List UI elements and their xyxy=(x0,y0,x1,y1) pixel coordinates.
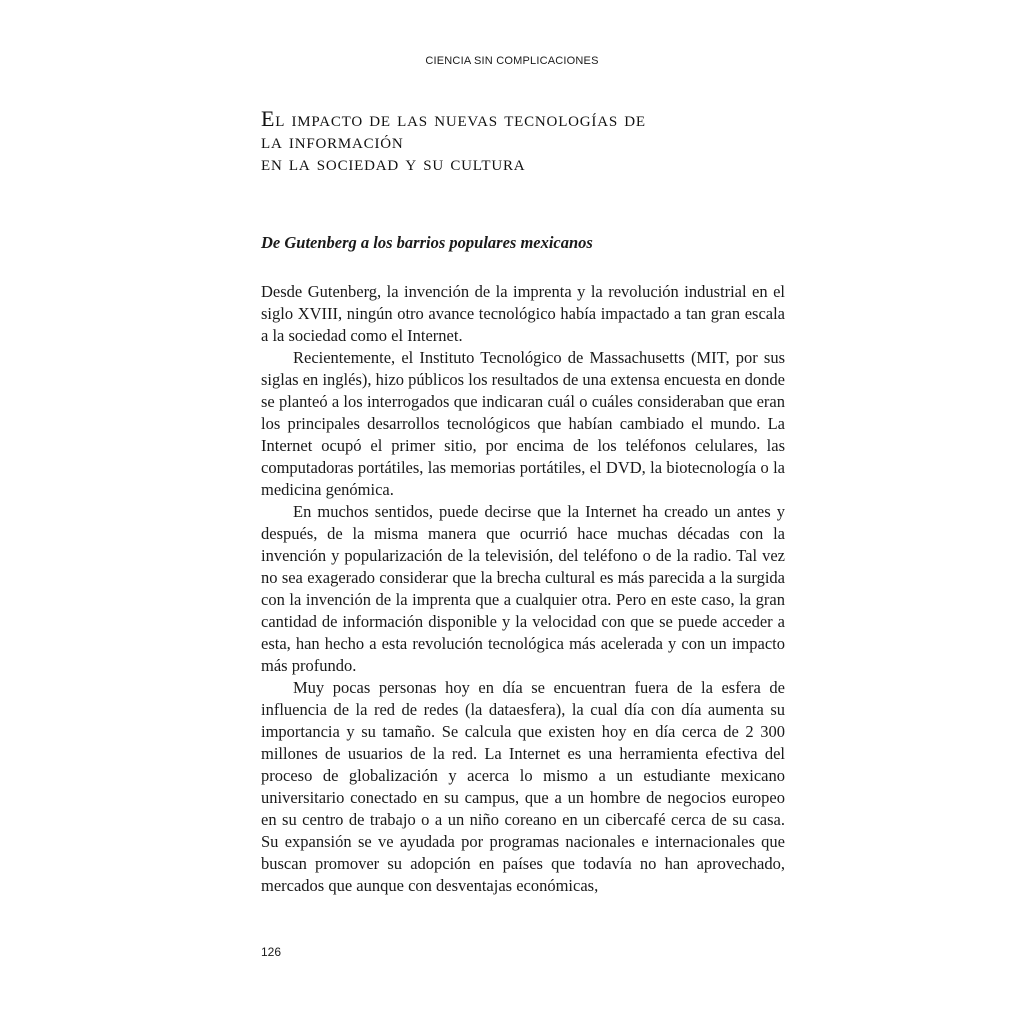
page-number: 126 xyxy=(261,945,282,959)
chapter-title-line-1: El impacto de las nuevas tecnologías de xyxy=(261,106,646,131)
section-subtitle: De Gutenberg a los barrios populares mexicanos xyxy=(261,233,593,252)
chapter-title-line-3: en la sociedad y su cultura xyxy=(261,150,526,175)
paragraph-1: Desde Gutenberg, la invención de la imprenta y la revolución industrial en el siglo XVIII, ningún otro avance tecnológico había impactado a tan gran escala a la sociedad como el Internet. xyxy=(261,282,785,345)
paragraph-3: En muchos sentidos, puede decirse que la Internet ha creado un antes y después, de la misma manera que ocurrió hace muchas décadas con la invención y popularización de la televisión, del teléfono o de la radio. Tal vez no sea exagerado considerar que la brecha cultural es más parecida a la surgida con la invención de la imprenta que a cualquier otra. Pero en este caso, la gran cantidad de información disponible y la velocidad con que se puede acceder a esta, han hecho a esta revolución tecnológica más acelerada y con un impacto más profundo. xyxy=(261,502,785,675)
chapter-title xyxy=(261,108,801,174)
paragraph-4: Muy pocas personas hoy en día se encuentran fuera de la esfera de influencia de la red de redes (la dataesfera), la cual día con día aumenta su importancia y su tamaño. Se calcula que existen hoy en día cerca de 2 300 millones de usuarios de la red. La Internet es una herramienta efectiva del proceso de globalización y acerca lo mismo a un estudiante mexicano universitario conectado en su campus, que a un hombre de negocios europeo en su centro de trabajo o a un niño coreano en un cibercafé cerca de su casa. Su expansión se ve ayudada por programas nacionales e internacionales que buscan promover su adopción en países que todavía no han aprovechado, mercados que aunque con desventajas económicas, xyxy=(261,678,785,895)
chapter-title-line-2: la información xyxy=(261,128,404,153)
paragraph-2: Recientemente, el Instituto Tecnológico de Massachusetts (MIT, por sus siglas en inglés), hizo públicos los resultados de una extensa encuesta en donde se planteó a los interrogados que indicaran cuál o cuáles consideraban que eran los principales desarrollos tecnológicos que habían cambiado el mundo. La Internet ocupó el primer sitio, por encima de los teléfonos celulares, las computadoras portátiles, las memorias portátiles, el DVD, la biotecnología o la medicina genómica. xyxy=(261,348,785,499)
body-text xyxy=(261,281,785,897)
running-head: CIENCIA SIN COMPLICACIONES xyxy=(425,55,599,67)
